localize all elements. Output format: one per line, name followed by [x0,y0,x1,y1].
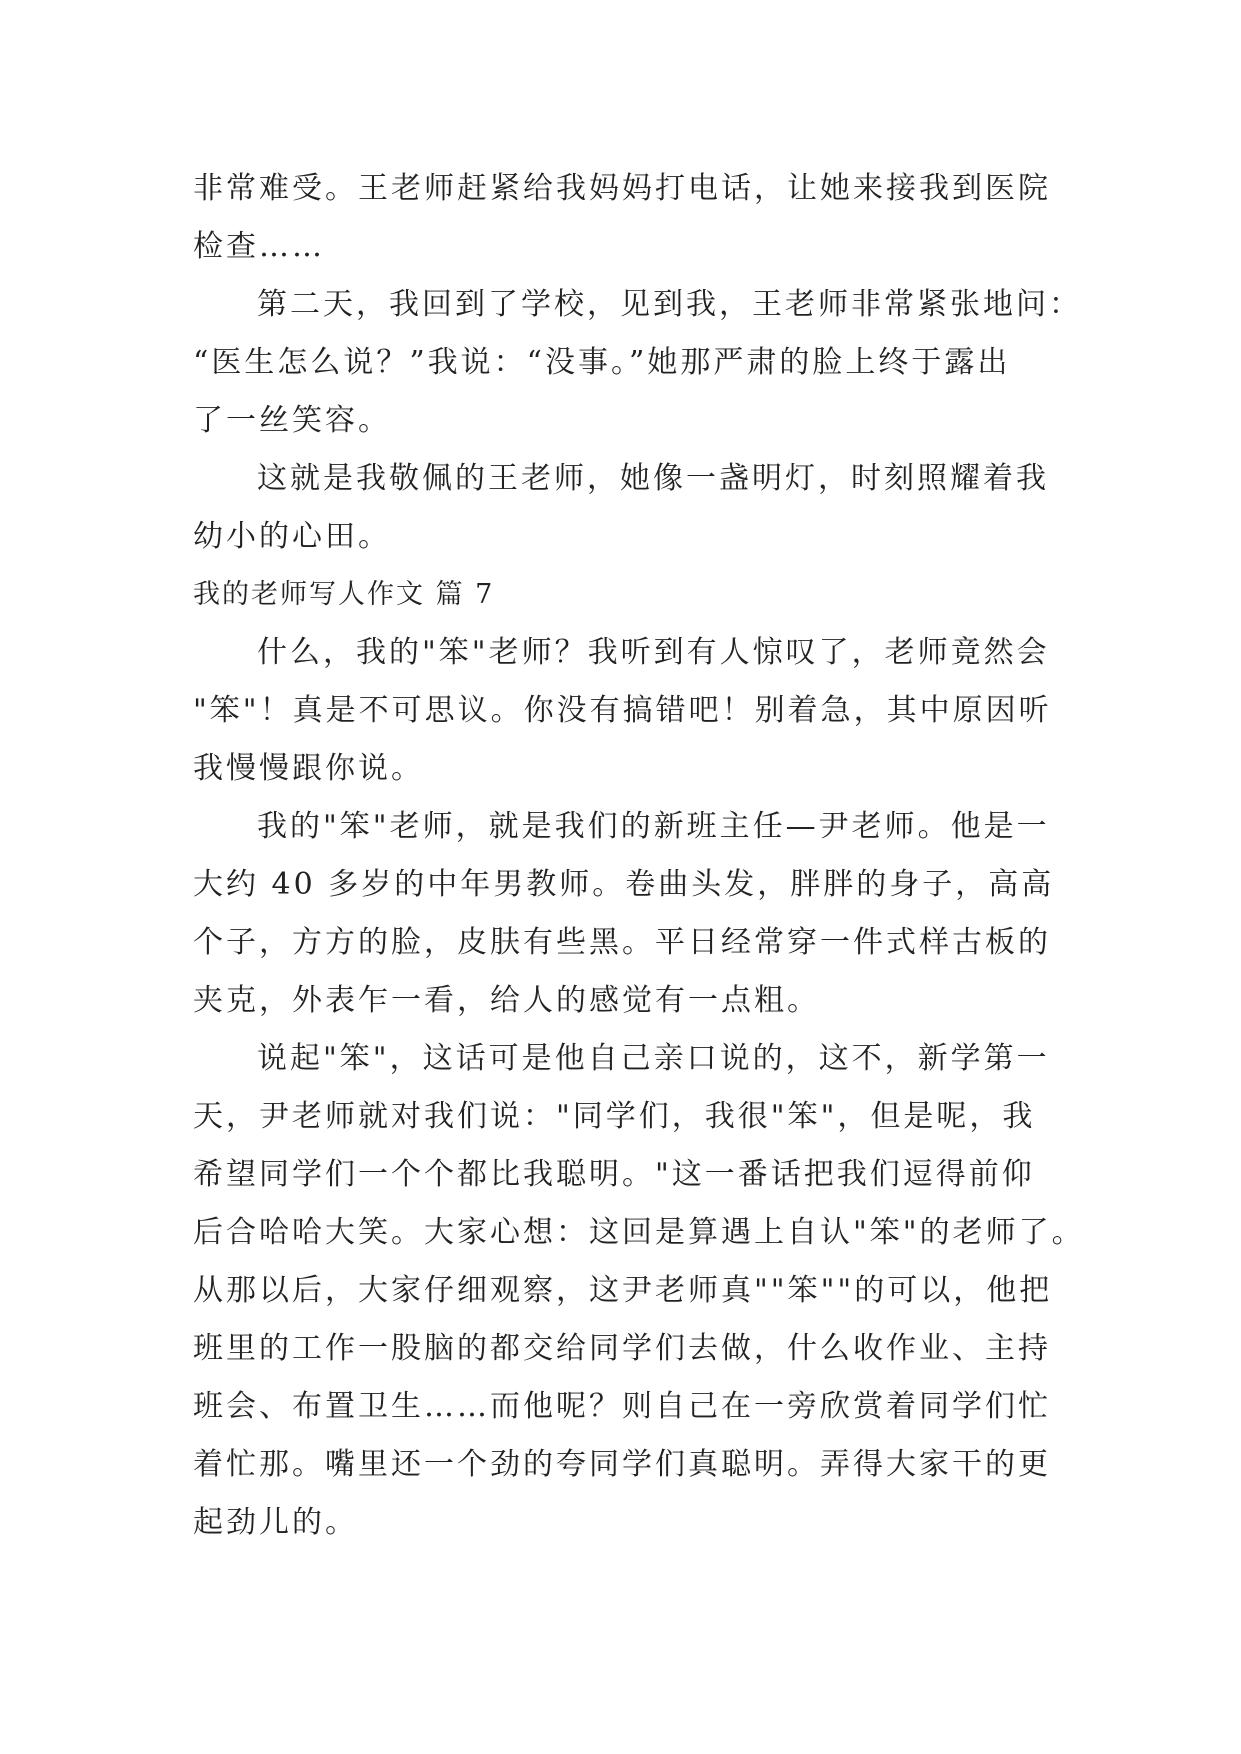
section-heading: 我的老师写人作文 篇 7 [193,579,495,610]
text-line: 班会、布置卫生……而他呢？则自己在一旁欣赏着同学们忙 [193,1389,1051,1424]
text-line: 班里的工作一股脑的都交给同学们去做，什么收作业、主持 [193,1331,1051,1366]
text-line: 起劲儿的。 [193,1505,358,1540]
document-body [193,160,1085,1552]
text-line: 第二天，我回到了学校，见到我，王老师非常紧张地问： [257,287,1082,322]
text-line: "笨"！真是不可思议。你没有搞错吧！别着急，其中原因听 [193,693,1052,728]
text-line: 夹克，外表乍一看，给人的感觉有一点粗。 [193,983,820,1018]
text-line: 了一丝笑容。 [193,403,391,438]
text-line: 我慢慢跟你说。 [193,751,424,786]
text-line: 幼小的心田。 [193,519,391,554]
text-line: 大约 40 多岁的中年男教师。卷曲头发，胖胖的身子，高高 [193,867,1055,902]
text-line: 着忙那。嘴里还一个劲的夸同学们真聪明。弄得大家干的更 [193,1447,1051,1482]
text-line: 说起"笨"，这话可是他自己亲口说的，这不，新学第一 [257,1041,1050,1076]
text-line: “医生怎么说？”我说：“没事。”她那严肃的脸上终于露出 [193,345,1011,380]
text-line: 这就是我敬佩的王老师，她像一盏明灯，时刻照耀着我 [257,461,1049,496]
text-line: 个子，方方的脸，皮肤有些黑。平日经常穿一件式样古板的 [193,925,1051,960]
text-line: 希望同学们一个个都比我聪明。"这一番话把我们逗得前仰 [193,1157,1035,1192]
text-line: 非常难受。王老师赶紧给我妈妈打电话，让她来接我到医院 [193,171,1051,206]
text-line: 检查…… [193,229,325,264]
text-line: 从那以后，大家仔细观察，这尹老师真""笨""的可以，他把 [193,1273,1053,1308]
text-line: 后合哈哈大笑。大家心想：这回是算遇上自认"笨"的老师了。 [193,1215,1085,1250]
text-line: 天，尹老师就对我们说："同学们，我很"笨"，但是呢，我 [193,1099,1036,1134]
text-line: 什么，我的"笨"老师？我听到有人惊叹了，老师竟然会 [257,635,1050,670]
text-line: 我的"笨"老师，就是我们的新班主任—尹老师。他是一 [257,809,1050,844]
